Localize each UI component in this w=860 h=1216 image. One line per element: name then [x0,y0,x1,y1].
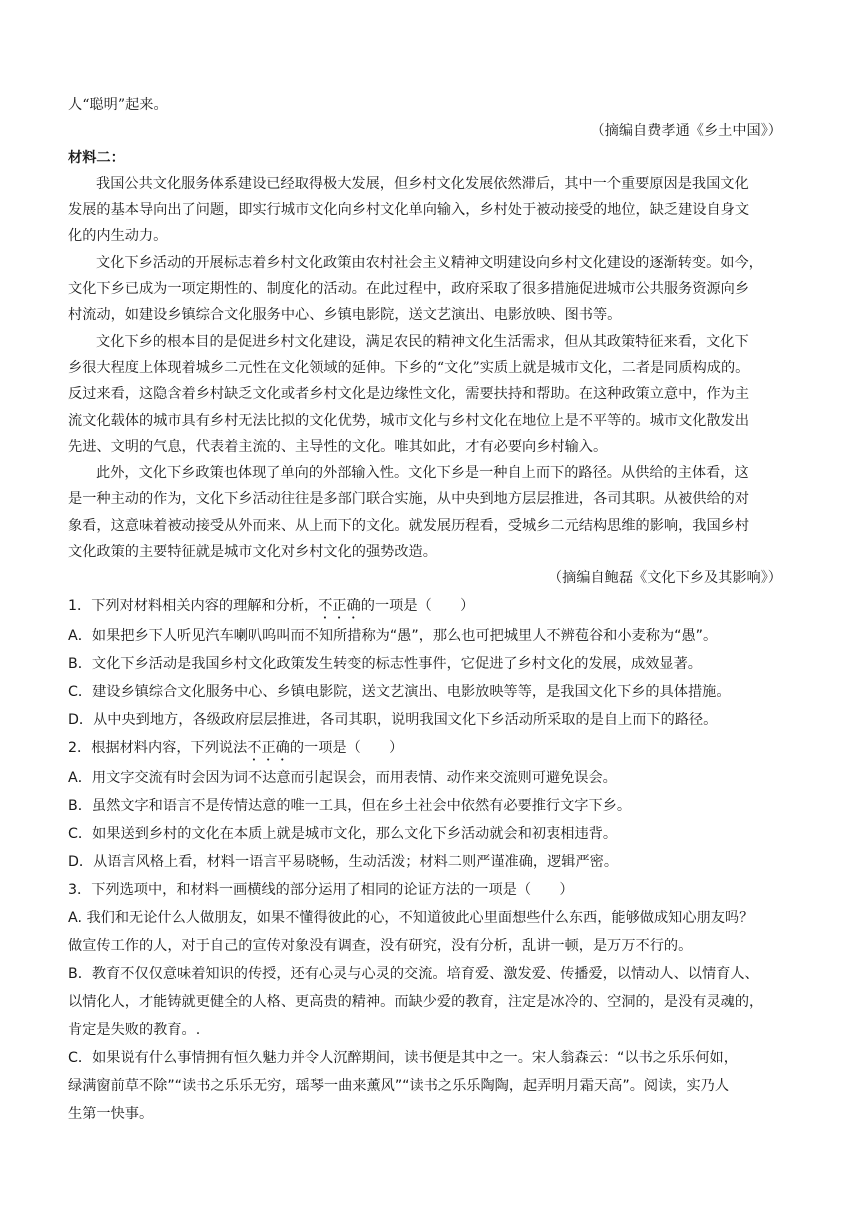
option-a: A．用文字交流有时会因为词不达意而引起误会，而用表情、动作来交流则可避免误会。 [68,769,617,786]
text-line: 是一种主动的作为，文化下乡活动往往是多部门联合实施，从中央到地方层层推进，各司其职。从被供给的对 [68,491,750,508]
material2-paragraph-1 [68,171,792,250]
material2-paragraph-2 [68,250,792,329]
option-b: B．文化下乡活动是我国乡村文化政策发生转变的标志性事件，它促进了乡村文化的发展，成效显著。 [68,655,702,672]
option-b: B．虽然文字和语言不是传情达意的唯一工具，但在乡土社会中依然有必要推行文字下乡。 [68,797,632,814]
material2-paragraph-3 [68,329,792,460]
option-c: C．如果送到乡村的文化在本质上就是城市文化，那么文化下乡活动就会和初衷相违背。 [68,825,618,842]
text-line: 文化下乡活动的开展标志着乡村文化政策由农村社会主义精神文明建设向乡村文化建设的逐渐转变。如今， [96,254,763,271]
document-page [68,92,792,1128]
text-line: 此外，文化下乡政策也体现了单向的外部输入性。文化下乡是一种自上而下的路径。从供给的主体看，这 [96,465,749,482]
question-stem [68,734,792,764]
material2-heading: 材料二： [68,149,125,166]
material1-tail: 人“聪明”起来。 [68,97,168,113]
option-d: D．从语言风格上看，材料一语言平易晓畅，生动活泼；材料二则严谨准确，逻辑严密。 [68,853,619,870]
option-line: A. 我们和无论什么人做朋友，如果不懂得彼此的心，不知道彼此心里面想些什么东西，能够做成知心朋友吗？ [68,909,754,926]
option-line: 以情化人，才能铸就更健全的人格、更高贵的精神。而缺少爱的教育，注定是冰冷的、空洞的，是没有灵魂的， [68,993,764,1010]
question-2 [68,734,792,876]
text-line: 我国公共文化服务体系建设已经取得极大发展，但乡村文化发展依然滞后，其中一个重要原因是我国文化 [96,175,749,192]
question-3 [68,876,792,1128]
option-d: D．从中央到地方，各级政府层层推进，各司其职，说明我国文化下乡活动所采取的是自上而下的路径。 [68,711,718,728]
text-line: 文化下乡的根本目的是促进乡村文化建设，满足农民的精神文化生活需求，但从其政策特征来看，文化下 [96,333,749,350]
question-stem [68,592,792,622]
emphasized-text: 不正确 [318,597,361,614]
text-line: 流文化载体的城市具有乡村无法比拟的文化优势，城市文化与乡村文化在地位上是不平等的。城市文化散发出 [68,412,750,429]
text-line: 文化下乡已成为一项定期性的、制度化的活动。在此过程中，政府采取了很多措施促进城市公共服务资源向乡 [68,281,750,298]
option-c: C．建设乡镇综合文化服务中心、乡镇电影院，送文艺演出、电影放映等等，是我国文化下乡的具体措施。 [68,683,731,700]
option-line: 做宣传工作的人，对于自己的宣传对象没有调查，没有研究，没有分析，乱讲一顿，是万万不行的。 [68,937,693,954]
material1-source: （摘编自费孝通《乡土中国》） [590,123,782,140]
text-line: 文化政策的主要特征就是城市文化对乡村文化的强势改造。 [68,544,437,561]
option-line: B．教育不仅仅意味着知识的传授，还有心灵与心灵的交流。培育爱、激发爱、传播爱，以情动人、以情育人、 [68,965,759,982]
text-line: 反过来看，这隐含着乡村缺乏文化或者乡村文化是边缘性文化，需要扶持和帮助。在这种政策立意中，作为主 [68,386,750,403]
text-line: 村流动，如建设乡镇综合文化服务中心、乡镇电影院，送文艺演出、电影放映、图书等。 [68,307,622,324]
material2-paragraph-4 [68,460,792,565]
text-line: 乡很大程度上体现着城乡二元性在文化领域的延伸。下乡的“文化”实质上就是城市文化，二者是同质构成的。 [68,359,750,376]
text-line: 象看，这意味着被动接受从外而来、从上而下的文化。就发展历程看，受城乡二元结构思维的影响，我国乡村 [68,517,750,534]
option-line: C．如果说有什么事情拥有恒久魅力并令人沉醉期间，读书便是其中之一。宋人翁森云：“以书之乐乐何如， [68,1049,738,1066]
option-line: 生第一快事。 [68,1105,154,1122]
question-1 [68,592,792,734]
text-line: 化的内生动力。 [68,228,168,245]
option-a: A．如果把乡下人听见汽车喇叭呜叫而不知所措称为“愚”，那么也可把城里人不辨苞谷和小麦称为“愚”。 [68,627,718,644]
question-stem: 3．下列选项中，和材料一画横线的部分运用了相同的论证方法的一项是（ ） [68,881,574,898]
stem-text: 的一项是（ ） [360,597,475,614]
option-a [68,904,792,960]
stem-text: 1．下列对材料相关内容的理解和分析， [68,597,319,614]
option-b [68,960,792,1044]
option-c [68,1044,792,1128]
material2-source: （摘编自鲍磊《文化下乡及其影响》） [547,570,782,587]
emphasized-text: 不正确 [247,739,290,756]
option-line: 肯定是失败的教育。. [68,1021,201,1038]
stem-text: 2．根据材料内容，下列说法 [68,739,248,756]
text-line: 发展的基本导向出了问题，即实行城市文化向乡村文化单向输入，乡村处于被动接受的地位，缺乏建设自身文 [68,202,750,219]
stem-text: 的一项是（ ） [289,739,404,756]
text-line: 先进、文明的气息，代表着主流的、主导性的文化。唯其如此，才有必要向乡村输入。 [68,438,608,455]
option-line: 绿满窗前草不除”“读书之乐乐无穷，瑶琴一曲来薰风”“读书之乐乐陶陶，起弄明月霜天高”。阅读，实乃人 [68,1077,730,1094]
